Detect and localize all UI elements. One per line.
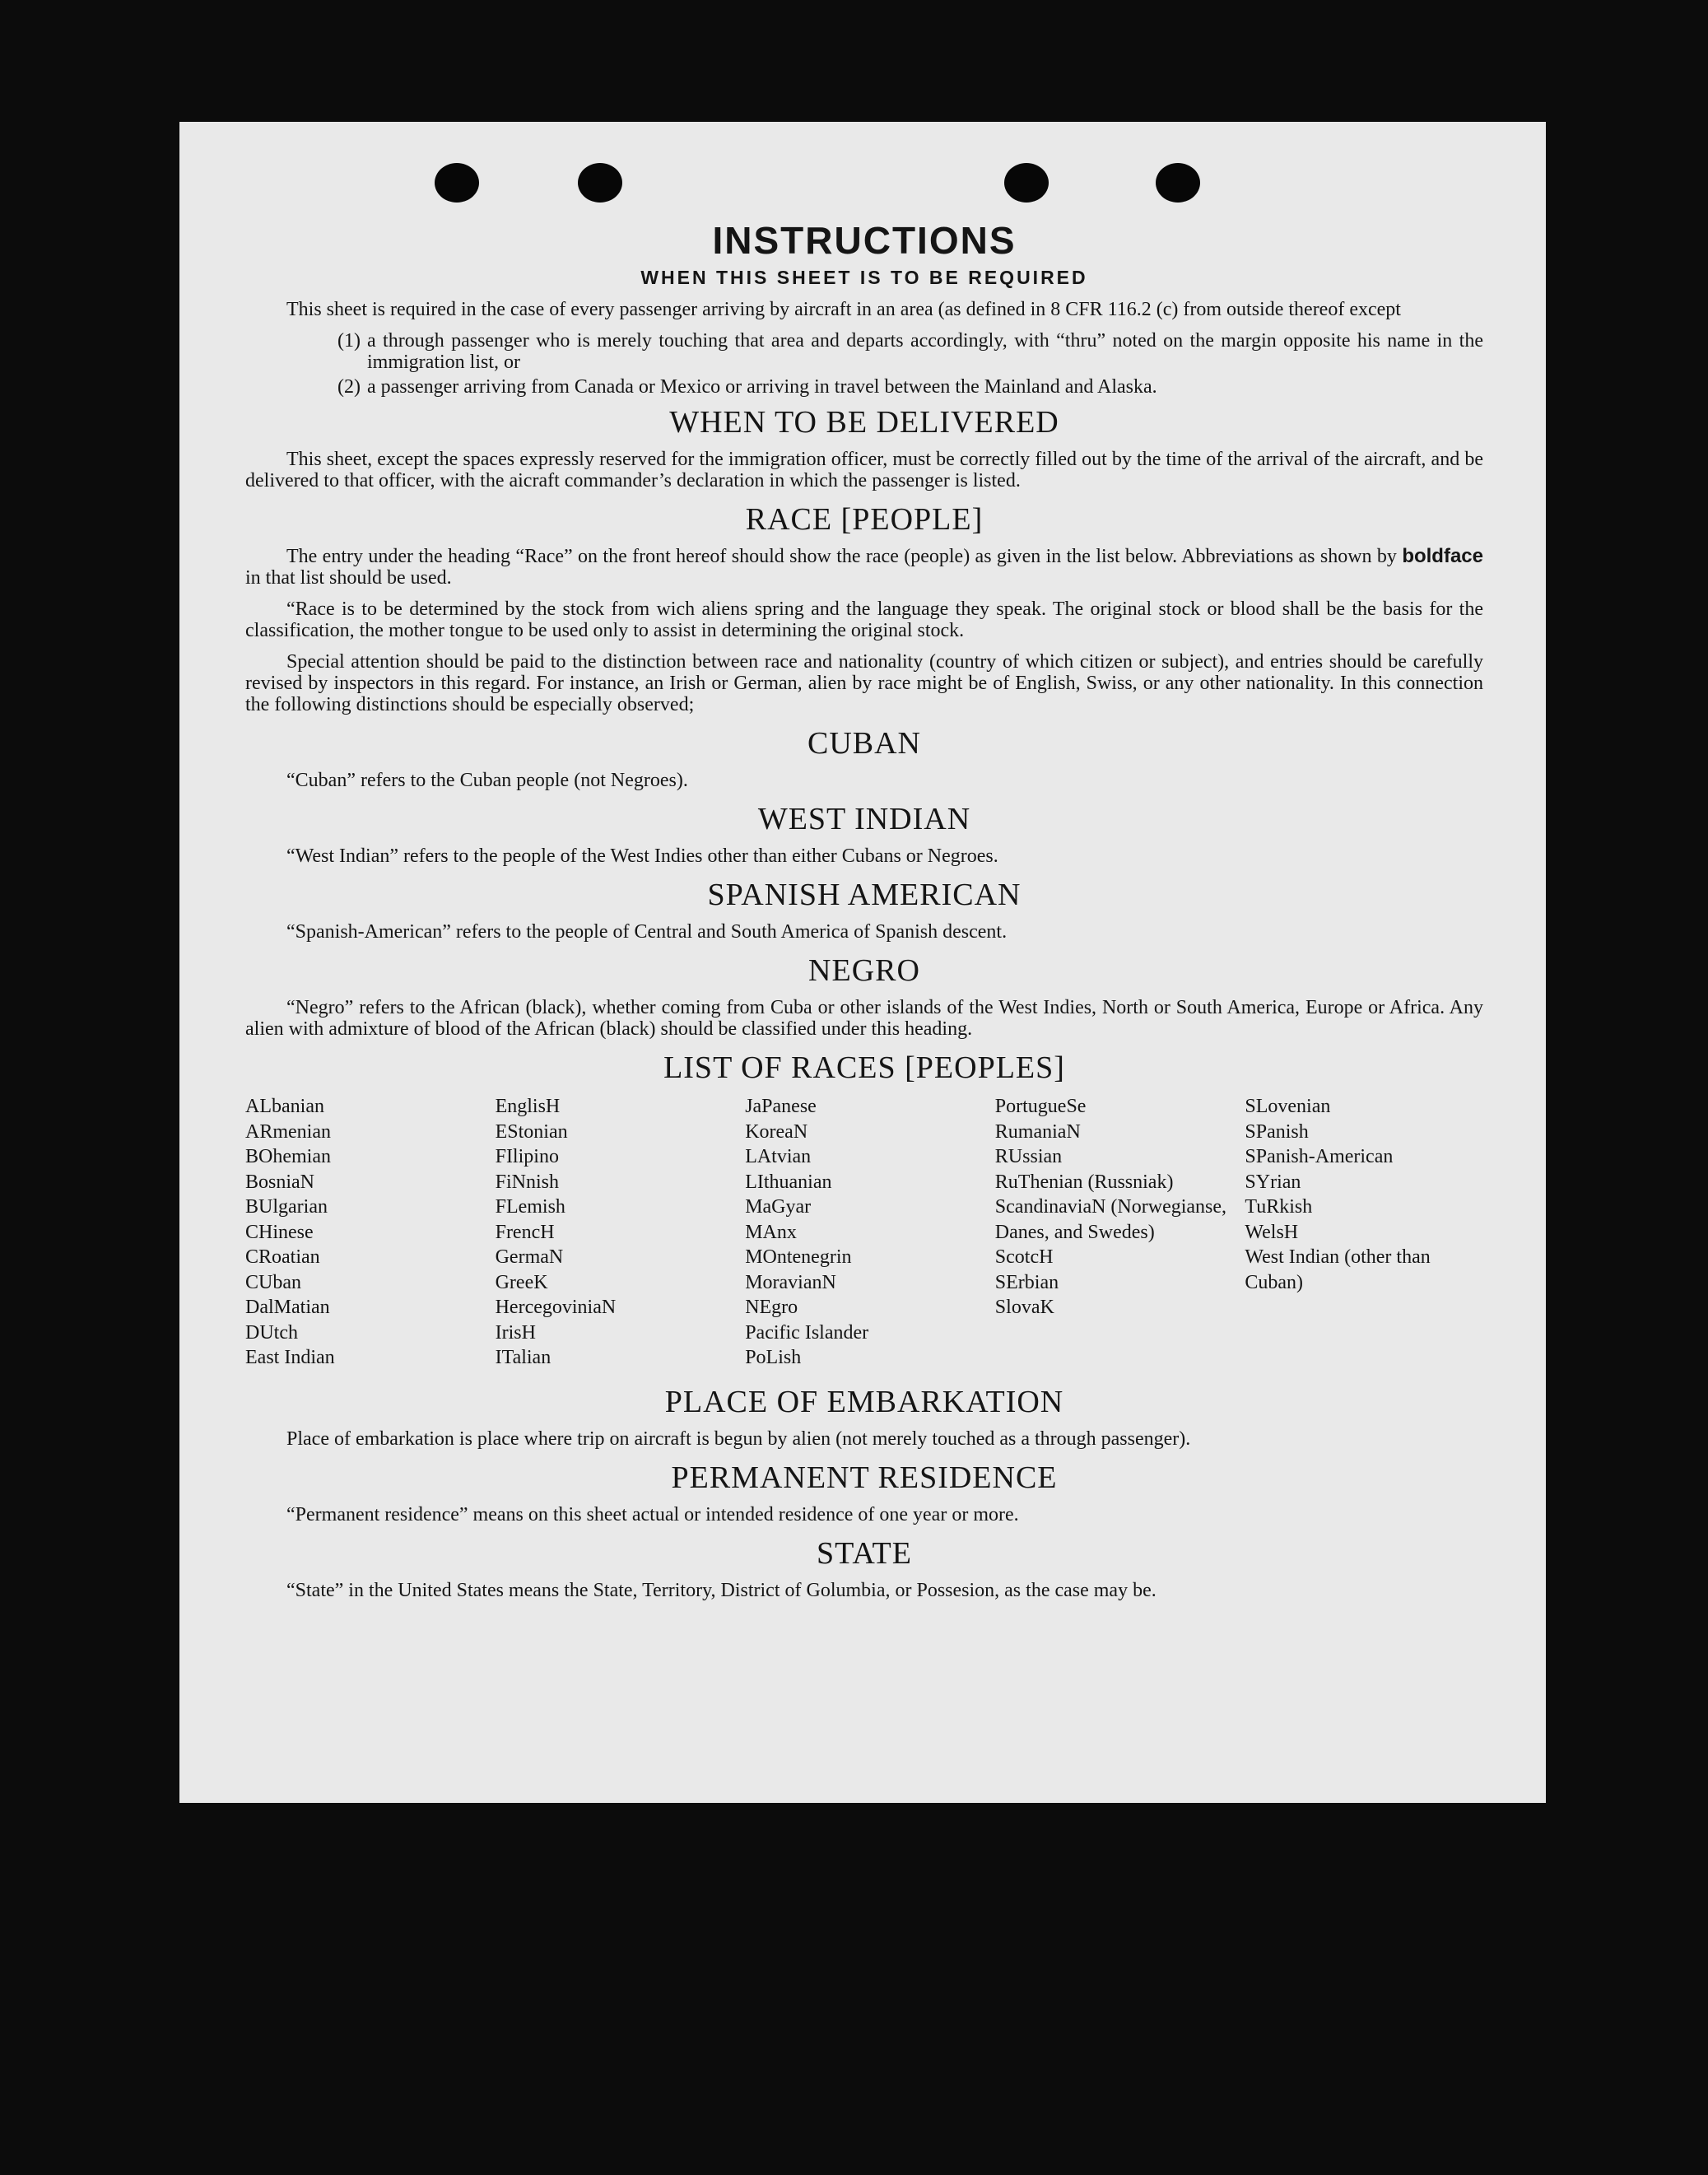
race-item: DUtch xyxy=(245,1321,298,1344)
race-item: PortugueSe xyxy=(994,1096,1087,1117)
race-item: GreeK xyxy=(495,1271,548,1293)
race-text: The entry under the heading “Race” on the front hereof should show the race (people) as given in the list below. Abbreviations as shown by xyxy=(286,546,1403,567)
exception-number: (2) xyxy=(337,376,361,398)
race-item: BosniaN xyxy=(245,1171,314,1193)
race-item: BUlgarian xyxy=(245,1196,328,1218)
page-subtitle: WHEN THIS SHEET IS TO BE REQUIRED xyxy=(640,267,1088,288)
race-item: West Indian (other than Cuban) xyxy=(1245,1246,1431,1293)
race-item: FLemish xyxy=(495,1196,565,1218)
exception-text: a through passenger who is merely touching that area and departs accordingly, with “thru” noted on the margin opposite his name in the immigration list, or xyxy=(367,330,1483,373)
race-item: ScotcH xyxy=(994,1246,1054,1268)
race-item: SPanish-American xyxy=(1245,1146,1394,1167)
punch-hole xyxy=(1156,163,1200,203)
race-item: MaGyar xyxy=(745,1196,812,1218)
race-item: GermaN xyxy=(495,1246,564,1268)
boldface-word: boldface xyxy=(1402,545,1483,567)
race-column xyxy=(496,1094,734,1371)
race-column xyxy=(995,1094,1234,1371)
race-item: IrisH xyxy=(495,1321,536,1344)
race-column xyxy=(245,1094,484,1371)
exception-item xyxy=(245,330,1483,373)
race-item: MOntenegrin xyxy=(745,1246,852,1268)
page-title: INSTRUCTIONS xyxy=(712,219,1017,262)
section-heading-race: RACE [PEOPLE] xyxy=(745,502,984,537)
delivered-paragraph: This sheet, except the spaces expressly reserved for the immigration officer, must be correctly filled out by the time of the arrival of the aircraft, and be delivered to that officer, with the aicraft commander’s declaration in which the passenger is listed. xyxy=(245,449,1483,491)
race-item: BOhemian xyxy=(245,1146,331,1167)
race-item: SErbian xyxy=(994,1271,1059,1293)
race-item: Pacific Islander xyxy=(745,1321,869,1344)
race-item: RuThenian (Russniak) xyxy=(994,1171,1174,1193)
west-indian-paragraph: “West Indian” refers to the people of the West Indies other than either Cubans or Negroes. xyxy=(286,845,998,867)
negro-paragraph: “Negro” refers to the African (black), whether coming from Cuba or other islands of the West Indies, North or South America, Europe or Africa. Any alien with admixture of blood of the African (black) should be classified under this heading. xyxy=(245,997,1483,1040)
section-heading-races-list: LIST OF RACES [PEOPLES] xyxy=(663,1050,1065,1085)
races-list xyxy=(245,1094,1483,1371)
race-item: HercegoviniaN xyxy=(495,1297,617,1318)
cuban-paragraph: “Cuban” refers to the Cuban people (not Negroes). xyxy=(286,770,688,791)
section-heading-spanish-american: SPANISH AMERICAN xyxy=(707,878,1022,912)
punch-hole xyxy=(435,163,479,203)
race-item: FrencH xyxy=(495,1221,555,1243)
race-item: SYrian xyxy=(1245,1171,1301,1193)
race-item: ScandinaviaN (Norwegianse, Danes, and Swedes) xyxy=(994,1196,1227,1243)
race-column xyxy=(1245,1094,1483,1371)
spanish-american-paragraph: “Spanish-American” refers to the people of Central and South America of Spanish descent. xyxy=(286,921,1008,943)
race-text: in that list should be used. xyxy=(245,567,452,589)
race-paragraph-3: Special attention should be paid to the distinction between race and nationality (country of which citizen or subject), and entries should be carefully revised by inspectors in this regard. For instance, an Irish or German, alien by race might be of English, Swiss, or any other nationality. In this connection the following distinctions should be especially observed; xyxy=(245,651,1483,715)
race-item: SLovenian xyxy=(1245,1096,1331,1117)
race-paragraph-2: “Race is to be determined by the stock from wich aliens spring and the language they speak. The original stock or blood shall be the basis for the classification, the mother tongue to be used only to assist in determining the original stock. xyxy=(245,598,1483,641)
race-item: ITalian xyxy=(495,1347,551,1368)
exception-text: a passenger arriving from Canada or Mexico or arriving in travel between the Mainland and Alaska. xyxy=(367,376,1157,398)
section-heading-negro: NEGRO xyxy=(808,953,920,988)
race-item: LAtvian xyxy=(745,1146,812,1167)
race-item: East Indian xyxy=(245,1347,335,1368)
race-item: ARmenian xyxy=(245,1120,331,1143)
race-item: SlovaK xyxy=(994,1297,1054,1318)
residence-paragraph: “Permanent residence” means on this sheet actual or intended residence of one year or more. xyxy=(286,1503,1019,1525)
race-item: FiNnish xyxy=(495,1171,559,1193)
race-item: EnglisH xyxy=(495,1096,561,1117)
race-item: KoreaN xyxy=(745,1120,808,1143)
punch-hole xyxy=(1004,163,1049,203)
intro-paragraph: This sheet is required in the case of every passenger arriving by aircraft in an area (as defined in 8 CFR 116.2 (c) from outside thereof except xyxy=(286,299,1401,320)
race-item: LIthuanian xyxy=(745,1171,832,1193)
section-heading-delivered: WHEN TO BE DELIVERED xyxy=(669,405,1059,440)
race-item: EStonian xyxy=(495,1120,568,1143)
section-heading-cuban: CUBAN xyxy=(807,726,922,761)
race-item: TuRkish xyxy=(1245,1196,1313,1218)
section-heading-west-indian: WEST INDIAN xyxy=(757,802,971,836)
race-paragraph-1 xyxy=(245,546,1483,589)
exception-number: (1) xyxy=(337,330,361,352)
section-heading-residence: PERMANENT RESIDENCE xyxy=(671,1460,1058,1495)
punch-hole xyxy=(578,163,622,203)
race-item: NEgro xyxy=(745,1297,798,1318)
race-item: RUssian xyxy=(994,1146,1063,1167)
race-item: PoLish xyxy=(745,1347,802,1368)
race-item: CUban xyxy=(245,1271,301,1293)
section-heading-embarkation: PLACE OF EMBARKATION xyxy=(664,1384,1064,1419)
race-item: DalMatian xyxy=(245,1297,330,1318)
race-item: RumaniaN xyxy=(994,1120,1081,1143)
race-item: MoravianN xyxy=(745,1271,836,1293)
section-heading-state: STATE xyxy=(817,1535,912,1571)
race-item: ALbanian xyxy=(245,1096,324,1117)
race-item: JaPanese xyxy=(745,1096,817,1117)
race-column xyxy=(745,1094,984,1371)
document-page xyxy=(179,122,1546,1803)
race-item: WelsH xyxy=(1245,1221,1299,1243)
race-item: MAnx xyxy=(745,1221,797,1243)
exception-item xyxy=(245,376,1483,398)
race-item: CHinese xyxy=(245,1221,314,1243)
race-item: CRoatian xyxy=(245,1246,320,1268)
race-item: SPanish xyxy=(1245,1120,1309,1143)
race-item: FIlipino xyxy=(495,1146,559,1167)
embarkation-paragraph: Place of embarkation is place where trip on aircraft is begun by alien (not merely touched as a through passenger). xyxy=(286,1427,1191,1450)
state-paragraph: “State” in the United States means the State, Territory, District of Golumbia, or Possesion, as the case may be. xyxy=(286,1579,1157,1601)
